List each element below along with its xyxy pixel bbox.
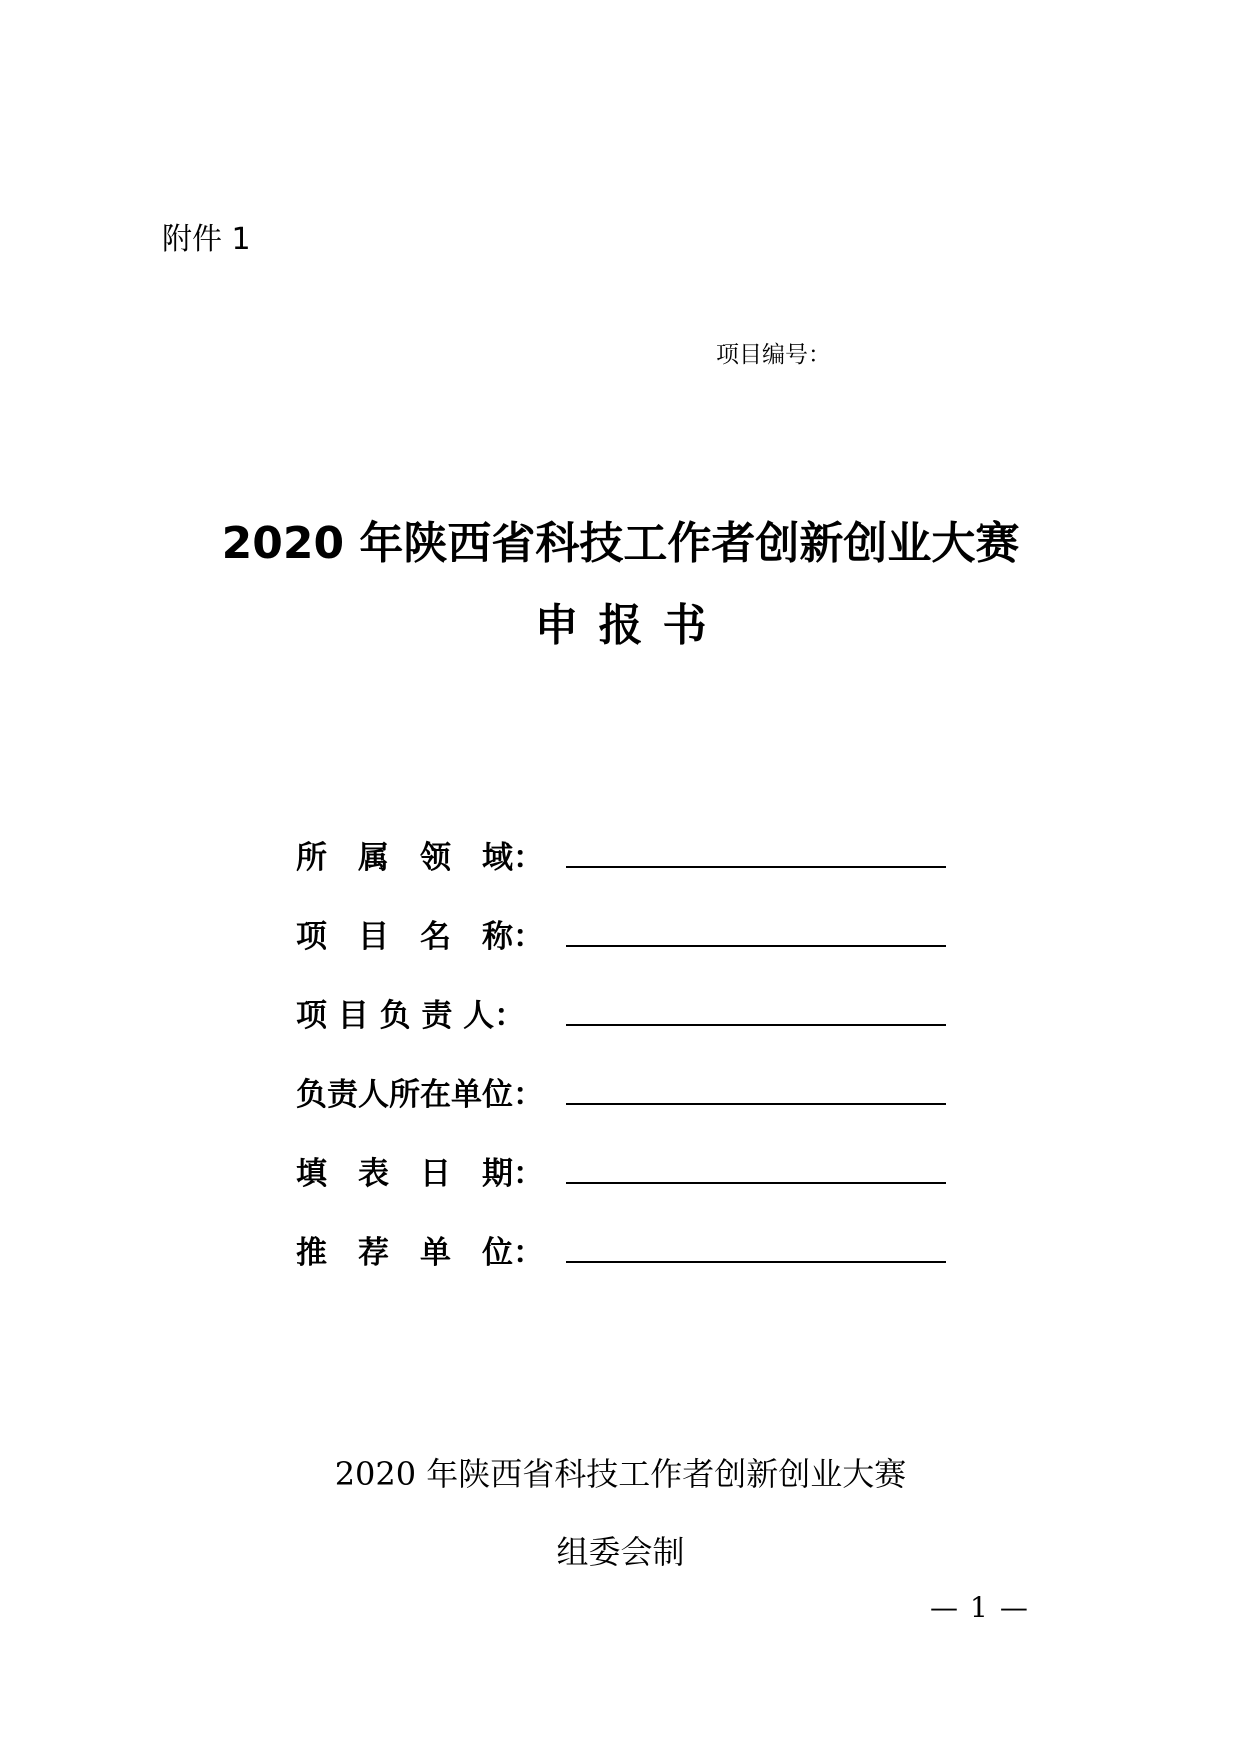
form-row-field (296, 818, 956, 897)
fill-date-label: 填 表 日 期： (296, 1155, 544, 1192)
project-number-label: 项目编号： (716, 342, 831, 368)
attachment-label: 附件 1 (162, 222, 251, 257)
form-row-fill-date (296, 1134, 956, 1213)
leader-unit-label: 负责人所在单位： (296, 1076, 544, 1113)
document-title: 2020 年陕西省科技工作者创新创业大赛 (221, 518, 1020, 569)
document-subtitle: 申报书 (534, 600, 727, 651)
form-row-leader-unit (296, 1055, 956, 1134)
field-blank-line[interactable] (566, 866, 946, 868)
page-dash-left: — (930, 1591, 958, 1624)
leader-unit-blank-line[interactable] (566, 1103, 946, 1105)
project-name-label: 项 目 名 称： (296, 918, 544, 955)
field-label: 所 属 领 域： (296, 839, 544, 876)
project-name-blank-line[interactable] (566, 945, 946, 947)
form-row-recommending-unit (296, 1213, 956, 1292)
page-number (930, 1588, 1028, 1628)
fill-date-blank-line[interactable] (566, 1182, 946, 1184)
page-dash-right: — (999, 1591, 1028, 1624)
recommending-unit-label: 推 荐 单 位： (296, 1234, 544, 1271)
page-number-value: 1 (970, 1591, 988, 1624)
organizer-title: 2020 年陕西省科技工作者创新创业大赛 (334, 1455, 907, 1493)
application-form (296, 818, 956, 1292)
form-row-project-leader (296, 976, 956, 1055)
project-leader-blank-line[interactable] (566, 1024, 946, 1026)
form-row-project-name (296, 897, 956, 976)
project-leader-label: 项 目 负 责 人： (296, 997, 526, 1034)
recommending-unit-blank-line[interactable] (566, 1261, 946, 1263)
organizer-suffix: 组委会制 (556, 1533, 685, 1571)
